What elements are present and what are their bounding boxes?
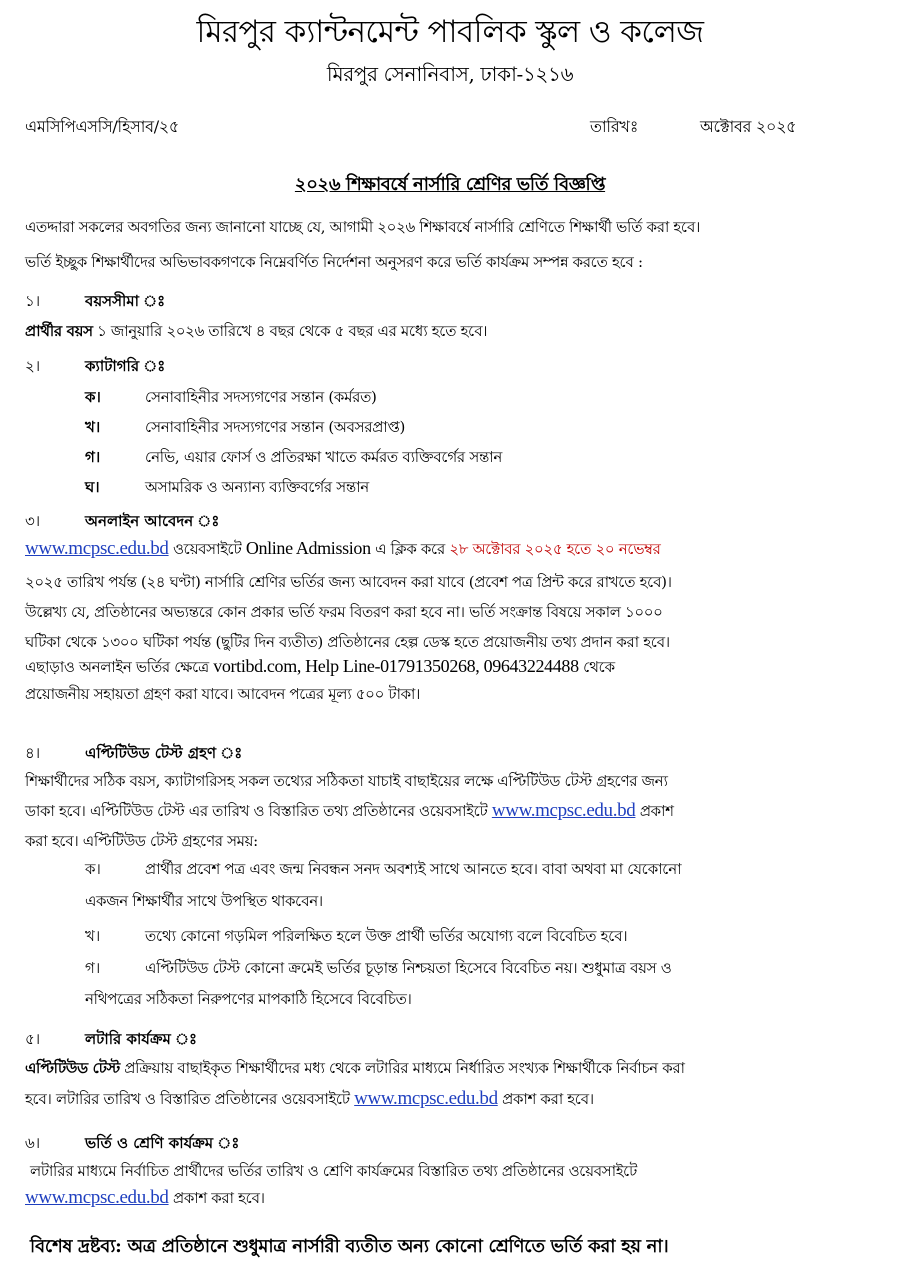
online-line-5-a: এছাড়াও অনলাইন ভর্তির ক্ষেত্রে (25, 658, 214, 676)
age-limit-label: প্রার্থীর বয়স (25, 322, 93, 340)
online-line-5-b: থেকে (578, 658, 615, 676)
aptitude-text-2: তথ্যে কোনো গড়মিল পরিলক্ষিত হলে উক্ত প্রার্থী ভর্তির অযোগ্য বলে বিবেচিত হবে। (145, 927, 628, 945)
aptitude-text-3b: নথিপত্রের সঠিকতা নিরুপণের মাপকাঠি হিসেবে বিবেচিত। (85, 990, 412, 1008)
online-line-3: উল্লেখ্য যে, প্রতিষ্ঠানের অভ্যন্তরে কোন প্রকার ভর্তি ফরম বিতরণ করা হবে না। ভর্তি সংক্রান্ত বিষয়ে সকাল ১০০০ (25, 603, 663, 621)
category-key-4: ঘ। (85, 478, 100, 496)
section-2-title: ক্যাটাগরি ঃ (85, 357, 166, 375)
age-limit-rest: ১ জানুয়ারি ২০২৬ তারিখে ৪ বছর থেকে ৫ বছর এর মধ্যে হতে হবে। (92, 322, 488, 340)
section-4-title: এপ্টিটিউড টেস্ট গ্রহণ ঃ (85, 744, 243, 762)
website-link-2[interactable]: www.mcpsc.edu.bd (491, 800, 636, 821)
application-period: ২৮ অক্টোবর ২০২৫ হতে ২০ নভেম্বর (449, 540, 661, 558)
online-line-4: ঘটিকা থেকে ১৩০০ ঘটিকা পর্যন্ত (ছুটির দিন ব্যতীত) প্রতিষ্ঠানের হেল্প ডেস্ক হতে প্রয়োজনীয় তথ্য প্রদান করা হবে। (25, 633, 670, 651)
institution-name: মিরপুর ক্যান্টনমেন্ট পাবলিক স্কুল ও কলেজ (196, 14, 704, 50)
lottery-line-1-bold: এপ্টিটিউড টেস্ট (25, 1059, 120, 1077)
aptitude-line-1: শিক্ষার্থীদের সঠিক বয়স, ক্যাটাগরিসহ সকল তথ্যের সঠিকতা যাচাই বাছাইয়ের লক্ষে এপ্টিটিউড টেস্ট গ্রহণের জন্য (25, 772, 668, 790)
lottery-line-2 (25, 1088, 594, 1113)
section-5-number: ৫। (25, 1030, 41, 1048)
institution-address: মিরপুর সেনানিবাস, ঢাকা-১২১৬ (326, 62, 574, 86)
date-value: অক্টোবর ২০২৫ (700, 117, 797, 136)
lottery-line-2-a: হবে। লটারির তারিখ ও বিস্তারিত প্রতিষ্ঠানের ওয়েবসাইটে (25, 1090, 355, 1108)
section-3-number: ৩। (25, 512, 41, 530)
aptitude-text-1a: প্রার্থীর প্রবেশ পত্র এবং জন্ম নিবন্ধন সনদ অবশ্যই সাথে আনতে হবে। বাবা অথবা মা যেকোনো (145, 860, 682, 878)
aptitude-key-1: ক। (85, 860, 101, 878)
class-line-2 (25, 1187, 265, 1212)
online-line-5 (25, 656, 615, 681)
online-line-1-click: এ ক্লিক করে (370, 540, 450, 558)
category-key-1: ক। (85, 388, 101, 406)
online-admission-text: Online Admission (245, 538, 371, 558)
aptitude-text-1b: একজন শিক্ষার্থীর সাথে উপস্থিত থাকবেন। (85, 892, 323, 910)
class-line-1: লটারির মাধ্যমে নির্বাচিত প্রার্থীদের ভর্তির তারিখ ও শ্রেণি কার্যক্রমের বিস্তারিত তথ্য প্রতিষ্ঠানের ওয়েবসাইটে (30, 1162, 637, 1180)
lottery-line-2-b: প্রকাশ করা হবে। (497, 1090, 594, 1108)
section-2-number: ২। (25, 357, 41, 375)
intro-line-2: ভর্তি ইচ্ছুক শিক্ষার্থীদের অভিভাবকগণকে নিম্নেবর্ণিত নির্দেশনা অনুসরণ করে ভর্তি কার্যক্রম সম্পন্ন করতে হবে : (25, 253, 643, 271)
section-4-number: ৪। (25, 744, 41, 762)
aptitude-text-3a: এপ্টিটিউড টেস্ট কোনো ক্রমেই ভর্তির চূড়ান্ত নিশ্চয়তা হিসেবে বিবেচিত নয়। শুধুমাত্র বয়স ও (145, 959, 672, 977)
aptitude-line-2-a: ডাকা হবে। এপ্টিটিউড টেস্ট এর তারিখ ও বিস্তারিত তথ্য প্রতিষ্ঠানের ওয়েবসাইটে (25, 802, 492, 820)
category-text-2: সেনাবাহিনীর সদস্যগণের সন্তান (অবসরপ্রাপ্ত) (145, 418, 406, 436)
section-3-title: অনলাইন আবেদন ঃ (85, 512, 220, 530)
aptitude-key-3: গ। (85, 959, 101, 977)
class-line-2-rest: প্রকাশ করা হবে। (168, 1189, 265, 1207)
online-line-1 (25, 538, 661, 563)
website-link-1[interactable]: www.mcpsc.edu.bd (25, 538, 169, 559)
intro-line-1: এতদ্দারা সকলের অবগতির জন্য জানানো যাচ্ছে যে, আগামী ২০২৬ শিক্ষাবর্ষে নার্সারি শ্রেণিতে শিক্ষার্থী ভর্তি করা হবে। (25, 218, 700, 236)
category-text-1: সেনাবাহিনীর সদস্যগণের সন্তান (কর্মরত) (145, 388, 377, 406)
section-1-number: ১। (25, 292, 41, 310)
section-6-title: ভর্তি ও শ্রেণি কার্যক্রম ঃ (85, 1134, 240, 1152)
date-label: তারিখঃ (590, 117, 639, 136)
notice-heading: ২০২৬ শিক্ষাবর্ষে নার্সারি শ্রেণির ভর্তি বিজ্ঞপ্তি (294, 174, 606, 195)
online-line-1-mid: ওয়েবসাইটে (168, 540, 246, 558)
website-link-3[interactable]: www.mcpsc.edu.bd (354, 1088, 498, 1109)
aptitude-key-2: খ। (85, 927, 101, 945)
aptitude-line-2 (25, 800, 674, 825)
category-text-3: নেভি, এয়ার ফোর্স ও প্রতিরক্ষা খাতে কর্মরত ব্যক্তিবর্গের সন্তান (145, 448, 502, 466)
special-note: বিশেষ দ্রষ্টব্য: অত্র প্রতিষ্ঠানে শুধুমাত্র নার্সারী ব্যতীত অন্য কোনো শ্রেণিতে ভর্তি করা হয় না। (30, 1236, 669, 1257)
lottery-line-1 (25, 1057, 685, 1082)
website-link-4[interactable]: www.mcpsc.edu.bd (25, 1187, 169, 1208)
online-line-6: প্রয়োজনীয় সহায়তা গ্রহণ করা যাবে। আবেদন পত্রের মূল্য ৫০০ টাকা। (25, 685, 421, 703)
aptitude-line-3: করা হবে। এপ্টিটিউড টেস্ট গ্রহণের সময়: (25, 832, 258, 850)
section-1-title: বয়সসীমা ঃ (85, 292, 166, 310)
online-line-2: ২০২৫ তারিখ পর্যন্ত (২৪ ঘণ্টা) নার্সারি শ্রেণির ভর্তির জন্য আবেদন করা যাবে (প্রবেশ পত্র প্রিন্ট করে রাখতে হবে)। (25, 573, 672, 591)
section-5-title: লটারি কার্যক্রম ঃ (85, 1030, 198, 1048)
lottery-line-1-rest: প্রক্রিয়ায় বাছাইকৃত শিক্ষার্থীদের মধ্য থেকে লটারির মাধ্যমে নির্ধারিত সংখ্যক শিক্ষার্থীকে নির্বাচন করা (119, 1059, 685, 1077)
age-limit-text (25, 320, 487, 345)
aptitude-line-2-b: প্রকাশ (635, 802, 674, 820)
category-key-3: গ। (85, 448, 101, 466)
category-key-2: খ। (85, 418, 101, 436)
section-6-number: ৬। (25, 1134, 41, 1152)
category-text-4: অসামরিক ও অন্যান্য ব্যক্তিবর্গের সন্তান (145, 478, 369, 496)
memo-number: এমসিপিএসসি/হিসাব/২৫ (25, 117, 179, 136)
helpline-text: vortibd.com, Help Line-01791350268, 09643224488 (213, 656, 579, 676)
